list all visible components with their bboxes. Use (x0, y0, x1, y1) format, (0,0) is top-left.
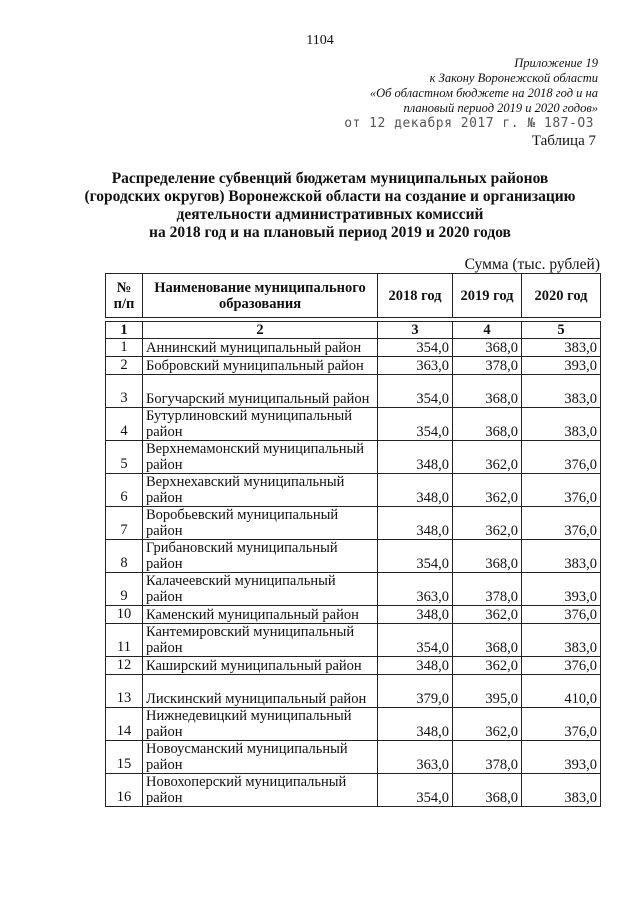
title-line: на 2018 год и на плановый период 2019 и 2020 годов (149, 224, 511, 241)
row-name: Бутурлиновский муниципальный район (143, 408, 378, 441)
row-name: Калачеевский муниципальный район (143, 573, 378, 606)
row-value-2018: 348,0 (378, 606, 453, 624)
row-value-2019: 368,0 (453, 408, 522, 441)
table-row (106, 675, 601, 708)
table-body (106, 318, 601, 807)
row-name: Новохоперский муниципальный район (143, 774, 378, 807)
row-name: Грибановский муниципальный район (143, 540, 378, 573)
row-number: 2 (106, 357, 143, 375)
row-value-2019: 395,0 (453, 675, 522, 708)
row-value-2018: 354,0 (378, 540, 453, 573)
row-value-2020: 383,0 (522, 408, 601, 441)
column-number: 5 (522, 322, 601, 339)
row-value-2018: 348,0 (378, 441, 453, 474)
row-name: Кантемировский муниципальный район (143, 624, 378, 657)
currency-note: Сумма (тыс. рублей) (464, 256, 600, 273)
row-number: 16 (106, 774, 143, 807)
appendix-note (318, 56, 598, 116)
row-number: 3 (106, 375, 143, 408)
row-value-2020: 376,0 (522, 441, 601, 474)
row-value-2019: 368,0 (453, 375, 522, 408)
title-line: (городских округов) Воронежской области на создание и организацию (84, 188, 576, 205)
row-value-2020: 383,0 (522, 339, 601, 357)
row-number: 11 (106, 624, 143, 657)
row-number: 13 (106, 675, 143, 708)
table-row (106, 624, 601, 657)
row-number: 9 (106, 573, 143, 606)
table-row (106, 708, 601, 741)
title-line: деятельности административных комиссий (176, 206, 484, 223)
row-name: Аннинский муниципальный район (143, 339, 378, 357)
row-value-2018: 354,0 (378, 408, 453, 441)
row-value-2020: 376,0 (522, 657, 601, 675)
row-value-2020: 376,0 (522, 606, 601, 624)
row-value-2018: 354,0 (378, 375, 453, 408)
table-row (106, 774, 601, 807)
column-number: 3 (378, 322, 453, 339)
row-value-2020: 376,0 (522, 507, 601, 540)
row-name: Каширский муниципальный район (143, 657, 378, 675)
subvention-table (105, 273, 601, 807)
row-value-2018: 348,0 (378, 708, 453, 741)
row-number: 4 (106, 408, 143, 441)
row-value-2019: 368,0 (453, 540, 522, 573)
table-row (106, 741, 601, 774)
table-header-row (106, 274, 601, 318)
row-number: 1 (106, 339, 143, 357)
table-row (106, 357, 601, 375)
row-number: 8 (106, 540, 143, 573)
row-value-2018: 354,0 (378, 624, 453, 657)
row-name: Новоусманский муниципальный район (143, 741, 378, 774)
row-number: 12 (106, 657, 143, 675)
row-value-2019: 368,0 (453, 774, 522, 807)
table-row (106, 573, 601, 606)
row-number: 10 (106, 606, 143, 624)
row-value-2019: 362,0 (453, 507, 522, 540)
header-2019: 2019 год (453, 274, 522, 318)
row-value-2018: 363,0 (378, 357, 453, 375)
row-number: 15 (106, 741, 143, 774)
row-value-2020: 410,0 (522, 675, 601, 708)
page-number: 1104 (306, 33, 334, 48)
row-value-2019: 378,0 (453, 357, 522, 375)
row-value-2018: 363,0 (378, 573, 453, 606)
row-value-2019: 368,0 (453, 624, 522, 657)
row-name: Богучарский муниципальный район (143, 375, 378, 408)
table-row (106, 507, 601, 540)
row-number: 6 (106, 474, 143, 507)
row-value-2020: 393,0 (522, 357, 601, 375)
table-row (106, 441, 601, 474)
table-row (106, 408, 601, 441)
row-value-2020: 376,0 (522, 474, 601, 507)
row-name: Нижнедевицкий муниципальный район (143, 708, 378, 741)
header-name: Наименование муниципального образования (143, 274, 378, 318)
table-label: Таблица 7 (531, 133, 596, 149)
column-numbers-row (106, 322, 601, 339)
row-value-2020: 383,0 (522, 375, 601, 408)
appendix-line: плановый период 2019 и 2020 годов» (403, 101, 598, 115)
row-value-2018: 348,0 (378, 657, 453, 675)
table-row (106, 657, 601, 675)
row-value-2018: 354,0 (378, 774, 453, 807)
row-value-2018: 363,0 (378, 741, 453, 774)
law-date-stamp: от 12 декабря 2017 г. № 187-ОЗ (344, 116, 594, 131)
title-line: Распределение субвенций бюджетам муниципальных районов (111, 170, 549, 187)
row-value-2020: 383,0 (522, 624, 601, 657)
appendix-line: к Закону Воронежской области (429, 71, 598, 85)
table-row (106, 339, 601, 357)
appendix-line: «Об областном бюджете на 2018 год и на (369, 86, 598, 100)
table-row (106, 375, 601, 408)
row-name: Каменский муниципальный район (143, 606, 378, 624)
row-value-2020: 376,0 (522, 708, 601, 741)
row-name: Воробьевский муниципальный район (143, 507, 378, 540)
row-name: Лискинский муниципальный район (143, 675, 378, 708)
column-number: 1 (106, 322, 143, 339)
row-value-2019: 362,0 (453, 441, 522, 474)
row-name: Верхнехавский муниципальный район (143, 474, 378, 507)
column-number: 2 (143, 322, 378, 339)
document-title (60, 170, 600, 242)
row-number: 14 (106, 708, 143, 741)
row-value-2020: 383,0 (522, 774, 601, 807)
row-name: Верхнемамонский муниципальный район (143, 441, 378, 474)
header-num: № п/п (106, 274, 143, 318)
row-value-2019: 362,0 (453, 474, 522, 507)
row-value-2018: 348,0 (378, 507, 453, 540)
row-value-2019: 378,0 (453, 573, 522, 606)
table-row (106, 540, 601, 573)
row-value-2018: 379,0 (378, 675, 453, 708)
appendix-line: Приложение 19 (514, 56, 598, 70)
row-number: 5 (106, 441, 143, 474)
table-row (106, 474, 601, 507)
table-row (106, 606, 601, 624)
header-2020: 2020 год (522, 274, 601, 318)
row-value-2019: 362,0 (453, 708, 522, 741)
column-number: 4 (453, 322, 522, 339)
row-value-2020: 393,0 (522, 573, 601, 606)
row-value-2019: 378,0 (453, 741, 522, 774)
row-value-2020: 393,0 (522, 741, 601, 774)
row-name: Бобровский муниципальный район (143, 357, 378, 375)
row-number: 7 (106, 507, 143, 540)
row-value-2018: 354,0 (378, 339, 453, 357)
row-value-2019: 362,0 (453, 606, 522, 624)
row-value-2019: 368,0 (453, 339, 522, 357)
header-2018: 2018 год (378, 274, 453, 318)
row-value-2019: 362,0 (453, 657, 522, 675)
row-value-2018: 348,0 (378, 474, 453, 507)
row-value-2020: 383,0 (522, 540, 601, 573)
